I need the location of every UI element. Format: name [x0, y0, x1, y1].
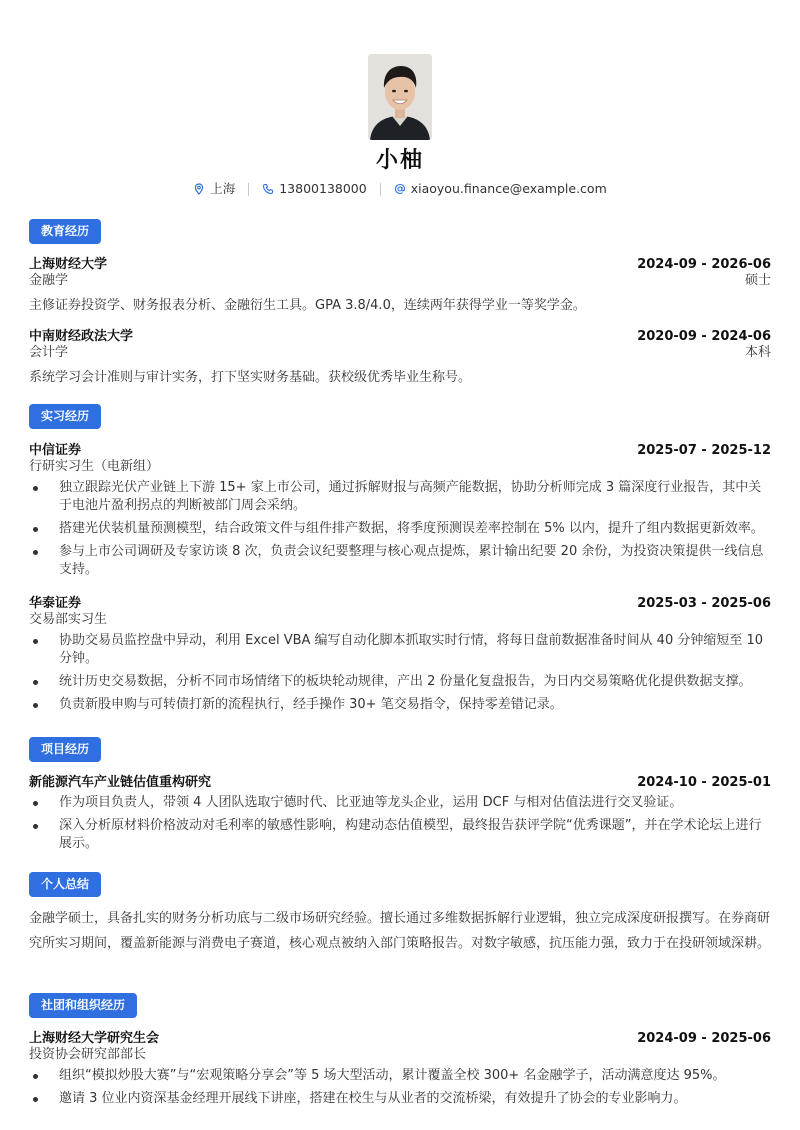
- education-entry: [29, 325, 771, 387]
- list-item: 负责新股申购与可转债打新的流程执行，经手操作 30+ 笔交易指令，保持零差错记录。: [29, 696, 771, 714]
- section-title: 个人总结: [29, 872, 101, 897]
- list-item: 参与上市公司调研及专家访谈 8 次，负责会议纪要整理与核心观点提炼，累计输出纪要 20 余份，为投资决策提供一线信息支持。: [29, 543, 771, 579]
- entry-date: 2024-09 - 2026-06: [637, 257, 771, 272]
- email-text: xiaoyou.finance@example.com: [410, 181, 607, 196]
- job-role: 行研实习生（电新组）: [29, 459, 160, 474]
- resume-header: [29, 0, 771, 198]
- location-text: 上海: [210, 181, 236, 196]
- phone-icon: [262, 183, 274, 195]
- summary-text: 金融学硕士，具备扎实的财务分析功底与二级市场研究经验。擅长通过多维数据拆解行业逻辑，独立完成深度研报撰写。在券商研究所实习期间，覆盖新能源与消费电子赛道，核心观点被纳入部门策略报告。对数字敏感，抗压能力强，致力于在投研领域深耕。: [29, 911, 771, 951]
- section-summary: [29, 872, 771, 956]
- list-item: 搭建光伏装机量预测模型，结合政策文件与组件排产数据，将季度预测误差率控制在 5% 以内，提升了组内数据更新效率。: [29, 520, 771, 538]
- project-entry: [29, 771, 771, 853]
- contact-email: [381, 180, 620, 198]
- entry-date: 2024-09 - 2025-06: [637, 1031, 771, 1046]
- section-internship: [29, 404, 771, 719]
- location-pin-icon: [193, 183, 205, 195]
- list-item: 独立跟踪光伏产业链上下游 15+ 家上市公司，通过拆解财报与高频产能数据，协助分析师完成 3 篇深度行业报告，其中关于电池片盈利拐点的判断被部门周会采纳。: [29, 479, 771, 515]
- bullet-list: [29, 632, 771, 714]
- school-name: 上海财经大学: [29, 257, 108, 272]
- list-item: 作为项目负责人，带领 4 人团队选取宁德时代、比亚迪等龙头企业，运用 DCF 与相对估值法进行交叉验证。: [29, 794, 771, 812]
- entry-description: 主修证券投资学、财务报表分析、金融衍生工具。GPA 3.8/4.0，连续两年获得学业一等奖学金。: [29, 298, 586, 313]
- list-item: 协助交易员监控盘中异动，利用 Excel VBA 编写自动化脚本抓取实时行情，将每日盘前数据准备时间从 40 分钟缩短至 10 分钟。: [29, 632, 771, 668]
- section-title: 教育经历: [29, 219, 101, 244]
- organization-name: 上海财经大学研究生会: [29, 1031, 160, 1046]
- club-role: 投资协会研究部部长: [29, 1047, 147, 1062]
- contact-phone: [249, 180, 379, 198]
- project-name: 新能源汽车产业链估值重构研究: [29, 775, 212, 790]
- section-title: 社团和组织经历: [29, 993, 137, 1018]
- avatar-portrait: [368, 54, 432, 140]
- section-club: [29, 993, 771, 1113]
- section-title: 实习经历: [29, 404, 101, 429]
- list-item: 深入分析原材料价格波动对毛利率的敏感性影响，构建动态估值模型，最终报告获评学院“优秀课题”，并在学术论坛上进行展示。: [29, 817, 771, 853]
- entry-description: 系统学习会计准则与审计实务，打下坚实财务基础。获校级优秀毕业生称号。: [29, 370, 472, 385]
- bullet-list: [29, 1067, 771, 1108]
- company-name: 华泰证券: [29, 596, 82, 611]
- degree: 硕士: [744, 273, 771, 288]
- candidate-name: 小柚: [375, 148, 424, 173]
- bullet-list: [29, 794, 771, 853]
- phone-text: 13800138000: [279, 181, 367, 196]
- list-item: 组织“模拟炒股大赛”与“宏观策略分享会”等 5 场大型活动，累计覆盖全校 300+ 名金融学子，活动满意度达 95%。: [29, 1067, 771, 1085]
- section-education: [29, 219, 771, 387]
- section-title: 项目经历: [29, 737, 101, 762]
- section-project: [29, 737, 771, 858]
- job-role: 交易部实习生: [29, 612, 108, 627]
- internship-entry: [29, 439, 771, 579]
- entry-date: 2025-07 - 2025-12: [637, 443, 771, 458]
- list-item: 统计历史交易数据，分析不同市场情绪下的板块轮动规律，产出 2 份量化复盘报告，为日内交易策略优化提供数据支撑。: [29, 673, 771, 691]
- degree: 本科: [744, 345, 771, 360]
- major: 会计学: [29, 345, 69, 360]
- contact-location: [180, 180, 248, 198]
- list-item: 邀请 3 位业内资深基金经理开展线下讲座，搭建在校生与从业者的交流桥梁，有效提升了协会的专业影响力。: [29, 1090, 771, 1108]
- contact-bar: [29, 180, 771, 198]
- entry-date: 2020-09 - 2024-06: [637, 329, 771, 344]
- major: 金融学: [29, 273, 69, 288]
- avatar: [368, 54, 432, 140]
- internship-entry: [29, 592, 771, 714]
- bullet-list: [29, 479, 771, 579]
- entry-date: 2024-10 - 2025-01: [637, 775, 771, 790]
- entry-date: 2025-03 - 2025-06: [637, 596, 771, 611]
- club-entry: [29, 1027, 771, 1108]
- school-name: 中南财经政法大学: [29, 329, 134, 344]
- at-sign-icon: [394, 183, 406, 195]
- company-name: 中信证券: [29, 443, 82, 458]
- education-entry: [29, 253, 771, 315]
